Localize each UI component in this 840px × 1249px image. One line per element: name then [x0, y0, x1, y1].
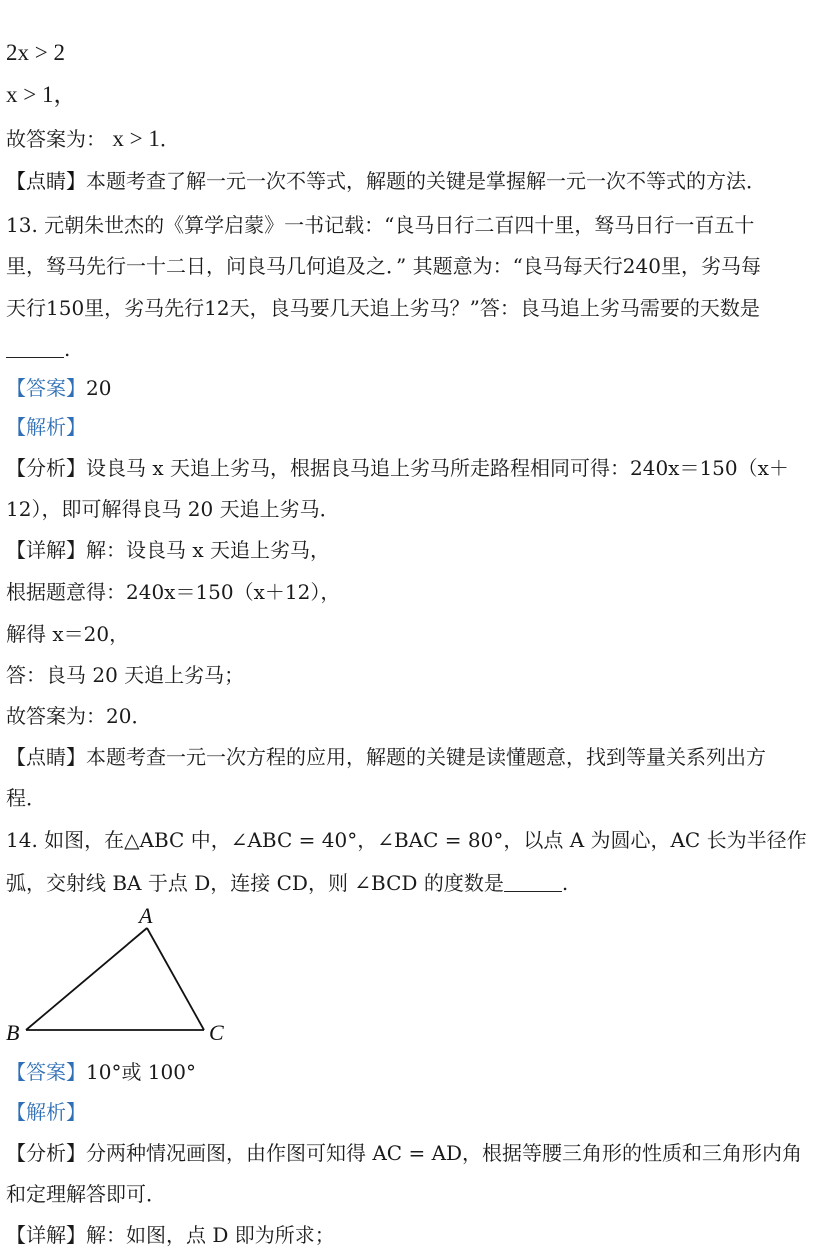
detail-13-line-4: 答：良马 20 天追上劣马； [6, 663, 245, 687]
answer-line-12: 故答案为： x > 1． [6, 126, 180, 151]
answer-13: 【答案】20 [6, 376, 112, 400]
detail-13-line-2: 根据题意得：240x＝150（x＋12）， [6, 580, 341, 604]
inequality-line-1: 2x > 2 [6, 40, 65, 65]
detail-13-line-5: 故答案为：20． [6, 704, 152, 728]
question-13-line-1: 13. 元朝朱世杰的《算学启蒙》一书记载：“良马日行二百四十里，驽马日行一百五十 [6, 213, 755, 237]
answer-blank-13 [6, 339, 64, 358]
inequality-line-2: x > 1， [6, 82, 77, 107]
vertex-label-a: A [139, 905, 153, 928]
vertex-label-c: C [209, 1020, 224, 1045]
question-13-line-2: 里，驽马先行一十二日，问良马几何追及之．” 其题意为：“良马每天行240里，劣马每 [6, 254, 761, 278]
question-14-line-1: 14. 如图，在△ABC 中，∠ABC = 40°，∠BAC = 80°，以点 A 为圆心，AC 长为半径作 [6, 828, 807, 852]
triangle-abc-figure [0, 905, 240, 1055]
side-ba [26, 928, 147, 1030]
detail-14-line-1: 【详解】解：如图，点 D 即为所求； [6, 1223, 335, 1247]
comment-13-line-2: 程． [6, 786, 46, 810]
analysis-heading-13: 【解析】 [6, 415, 86, 439]
answer-blank-14 [504, 873, 562, 892]
comment-line-12: 【点睛】本题考查了解一元一次不等式，解题的关键是掌握解一元一次不等式的方法． [6, 169, 766, 193]
analysis-13-line-2: 12），即可解得良马 20 天追上劣马． [6, 497, 340, 521]
analysis-14-line-2: 和定理解答即可． [6, 1182, 166, 1206]
analysis-14-line-1: 【分析】分两种情况画图，由作图可知得 AC = AD，根据等腰三角形的性质和三角形内角 [6, 1141, 803, 1165]
question-13-line-4: . [6, 336, 70, 362]
question-13-line-3: 天行150里，劣马先行12天，良马要几天追上劣马？”答：良马追上劣马需要的天数是 [6, 296, 760, 320]
side-ac [147, 928, 204, 1030]
analysis-13-line-1: 【分析】设良马 x 天追上劣马，根据良马追上劣马所走路程相同可得：240x＝150（x＋ [6, 456, 789, 480]
comment-13-line-1: 【点睛】本题考查一元一次方程的应用，解题的关键是读懂题意，找到等量关系列出方 [6, 745, 766, 769]
detail-13-line-3: 解得 x＝20， [6, 622, 130, 646]
question-14-line-2: 弧，交射线 BA 于点 D，连接 CD，则 ∠BCD 的度数是 . [6, 871, 569, 895]
detail-13-line-1: 【详解】解：设良马 x 天追上劣马， [6, 538, 330, 562]
vertex-label-b: B [6, 1020, 20, 1045]
analysis-heading-14: 【解析】 [6, 1100, 86, 1124]
answer-14: 【答案】10°或 100° [6, 1060, 196, 1084]
